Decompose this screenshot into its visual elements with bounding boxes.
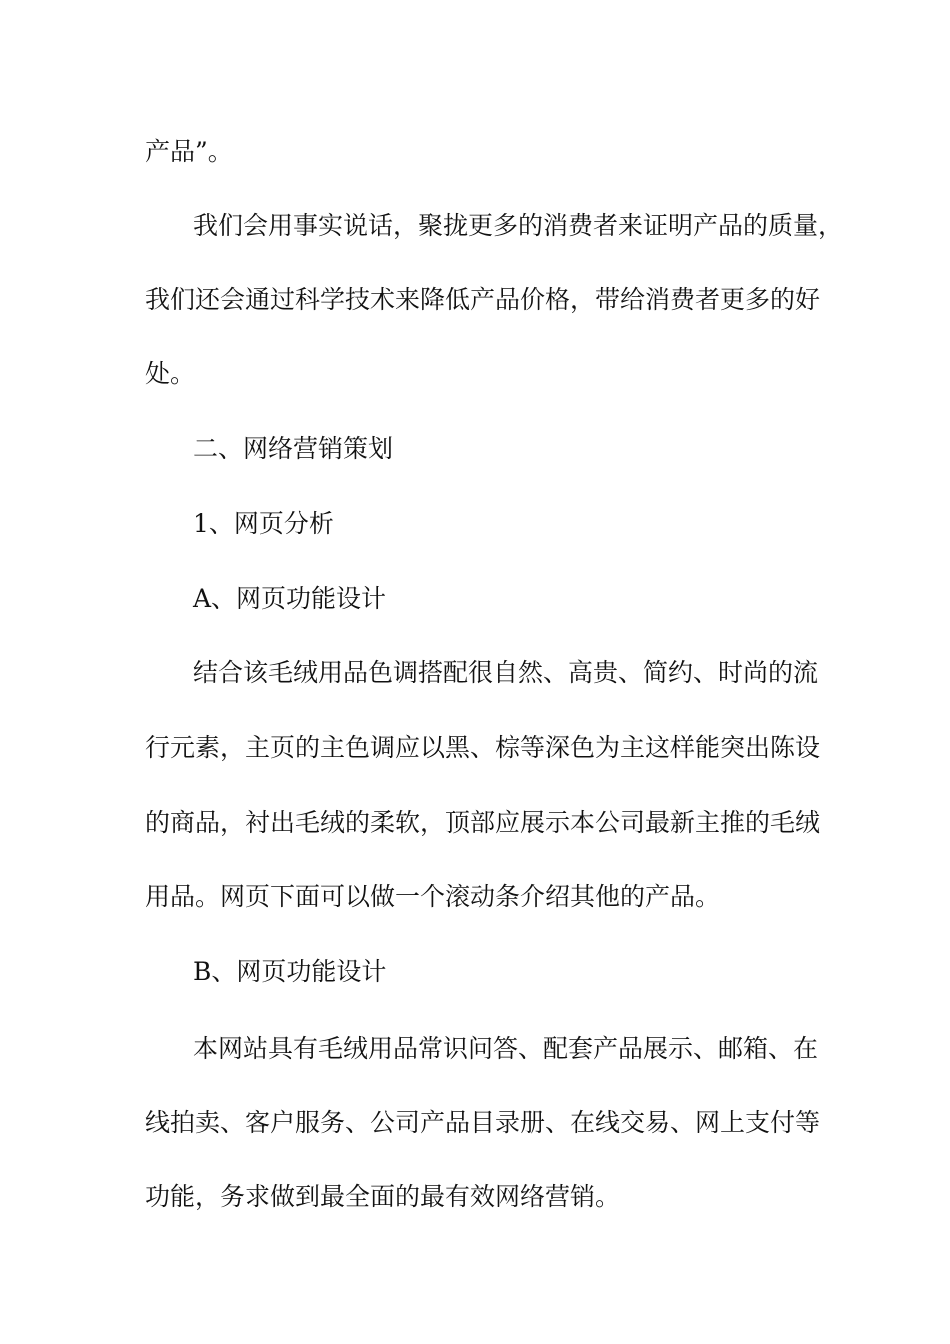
subsection-heading: 1、网页分析 (193, 509, 334, 538)
paragraph-line: 的商品，衬出毛绒的柔软，顶部应展示本公司最新主推的毛绒 (145, 808, 821, 837)
paragraph-line: 我们还会通过科学技术来降低产品价格，带给消费者更多的好 (145, 285, 821, 314)
paragraph-line: 行元素，主页的主色调应以黑、棕等深色为主这样能突出陈设 (145, 733, 821, 762)
subsection-heading: B、网页功能设计 (193, 957, 387, 986)
paragraph-line: 产品”。 (145, 137, 233, 166)
subsection-heading: A、网页功能设计 (193, 584, 387, 613)
section-heading: 二、网络营销策划 (193, 434, 394, 463)
paragraph-line: 结合该毛绒用品色调搭配很自然、高贵、简约、时尚的流 (193, 658, 819, 687)
paragraph-line: 我们会用事实说话，聚拢更多的消费者来证明产品的质量， (193, 211, 844, 240)
paragraph-line: 功能，务求做到最全面的最有效网络营销。 (145, 1182, 621, 1211)
paragraph-line: 用品。网页下面可以做一个滚动条介绍其他的产品。 (145, 882, 721, 911)
paragraph-line: 线拍卖、客户服务、公司产品目录册、在线交易、网上支付等 (145, 1108, 821, 1137)
paragraph-line: 处。 (145, 359, 196, 388)
paragraph-line: 本网站具有毛绒用品常识问答、配套产品展示、邮箱、在 (193, 1034, 819, 1063)
